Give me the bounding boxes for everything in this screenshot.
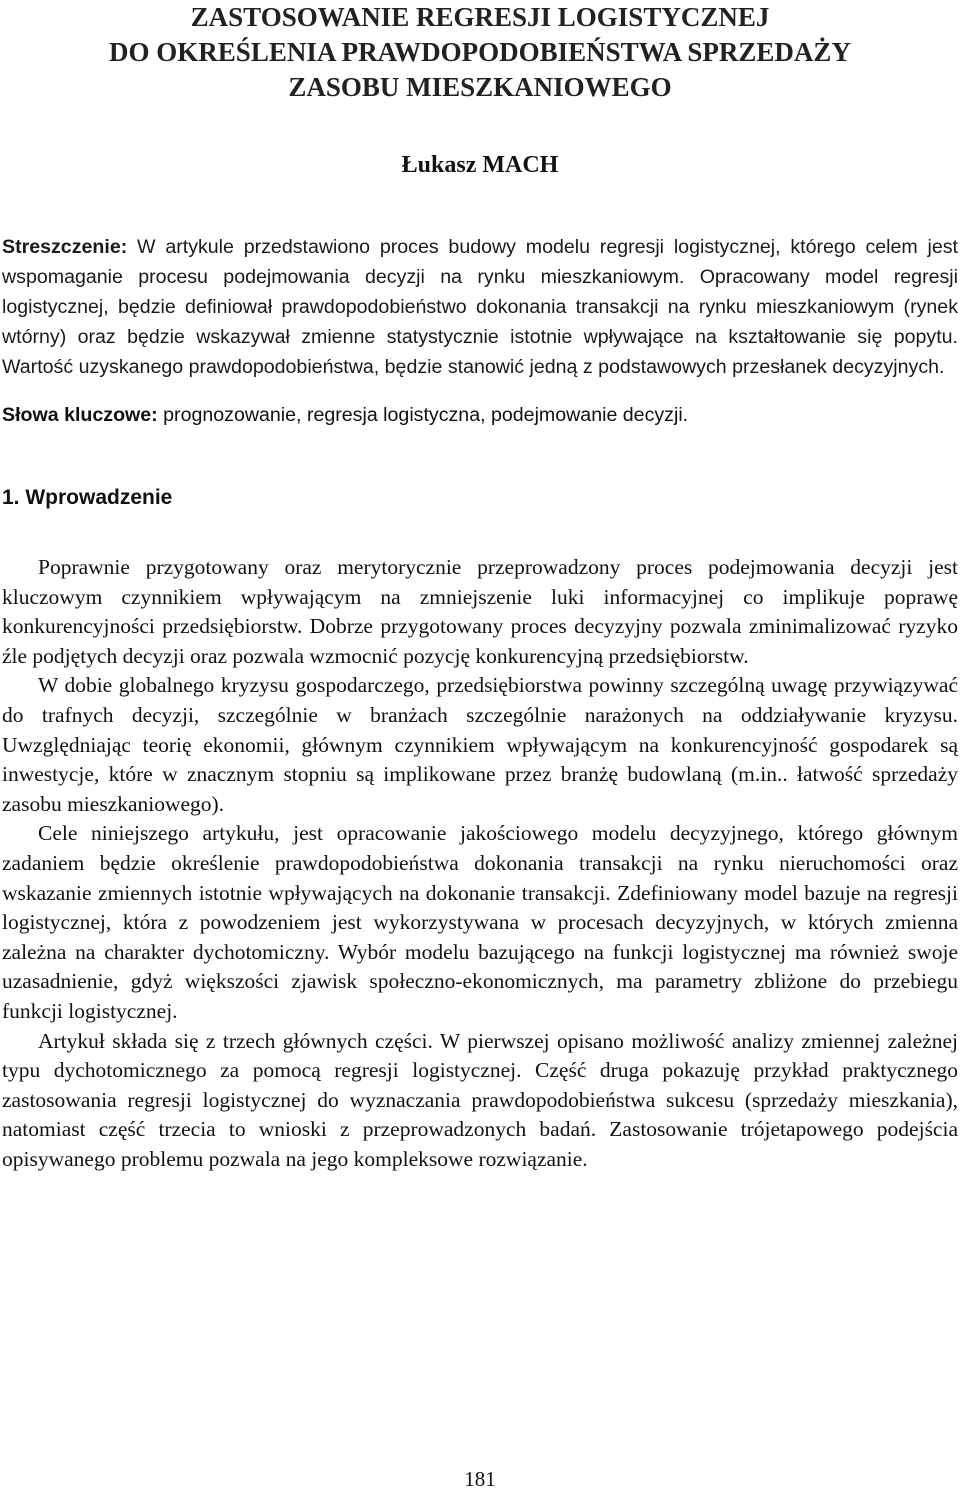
title-line-1: ZASTOSOWANIE REGRESJI LOGISTYCZNEJ <box>190 2 770 32</box>
body-paragraph-2: W dobie globalnego kryzysu gospodarczego, przedsiębiorstwa powinny szczególną uwagę przywiązywać do trafnych decyzji, szczególnie w branżach szczególnie narażonych na oddziaływanie kryzysu. Uwzględniając teorię ekonomii, głównym czynnikiem wpływającym na konkurencyjność gospodarek są inwestycje, które w znacznym stopniu są implikowane przez branżę budowlaną (m.in.. łatwość sprzedaży zasobu mieszkaniowego). <box>2 673 958 816</box>
abstract <box>2 232 958 382</box>
section-body <box>2 553 958 1174</box>
body-paragraph-3: Cele niniejszego artykułu, jest opracowanie jakościowego modelu decyzyjnego, którego głównym zadaniem będzie określenie prawdopodobieństwa dokonania transakcji na rynku nieruchomości oraz wskazanie zmiennych istotnie wpływających na dokonanie transakcji. Zdefiniowany model bazuje na regresji logistycznej, która z powodzeniem jest wykorzystywana w procesach decyzyjnych, w których zmienna zależna na charakter dychotomiczny. Wybór modelu bazującego na funkcji logistycznej ma również swoje uzasadnienie, gdyż większości zjawisk społeczno-ekonomicznych, ma parametry zbliżone do przebiegu funkcji logistycznej. <box>2 821 958 1023</box>
abstract-text: W artykule przedstawiono proces budowy modelu regresji logistycznej, którego celem jest wspomaganie procesu podejmowania decyzji na rynku mieszkaniowym. Opracowany model regresji logistycznej, będzie definiował prawdopodobieństwo dokonania transakcji na rynku mieszkaniowym (rynek wtórny) oraz będzie wskazywał zmienne statystycznie istotnie wpływające na kształtowanie się popytu. Wartość uzyskanego prawdopodobieństwa, będzie stanowić jedną z podstawowych przesłanek decyzyjnych. <box>2 236 958 378</box>
body-paragraph-1: Poprawnie przygotowany oraz merytorycznie przeprowadzony proces podejmowania decyzji jest kluczowym czynnikiem wpływającym na zmniejszenie luki informacyjnej co implikuje poprawę konkurencyjności przedsiębiorstw. Dobrze przygotowany proces decyzyjny pozwala zminimalizować ryzyko źle podjętych decyzji oraz pozwala wzmocnić pozycję konkurencyjną przedsiębiorstw. <box>2 555 958 668</box>
body-paragraph-4: Artykuł składa się z trzech głównych części. W pierwszej opisano możliwość analizy zmiennej zależnej typu dychotomicznego za pomocą regresji logistycznej. Część druga pokazuję przykład praktycznego zastosowania regresji logistycznej do wyznaczania prawdopodobieństwa sukcesu (sprzedaży mieszkania), natomiast część trzecia to wnioski z przeprowadzonych badań. Zastosowanie trójetapowego podejścia opisywanego problemu pozwala na jego kompleksowe rozwiązanie. <box>2 1028 958 1171</box>
keywords <box>2 400 958 430</box>
keywords-label: Słowa kluczowe: <box>2 404 158 426</box>
section-heading: 1. Wprowadzenie <box>2 486 173 509</box>
keywords-text: prognozowanie, regresja logistyczna, podejmowanie decyzji. <box>163 404 689 426</box>
author-name: Łukasz MACH <box>401 152 559 178</box>
page-number: 181 <box>464 1467 496 1491</box>
title-line-3: ZASOBU MIESZKANIOWEGO <box>288 72 672 102</box>
abstract-label: Streszczenie: <box>2 236 128 258</box>
paper-title <box>2 0 958 105</box>
title-line-2: DO OKREŚLENIA PRAWDOPODOBIEŃSTWA SPRZEDAŻY <box>109 37 851 67</box>
